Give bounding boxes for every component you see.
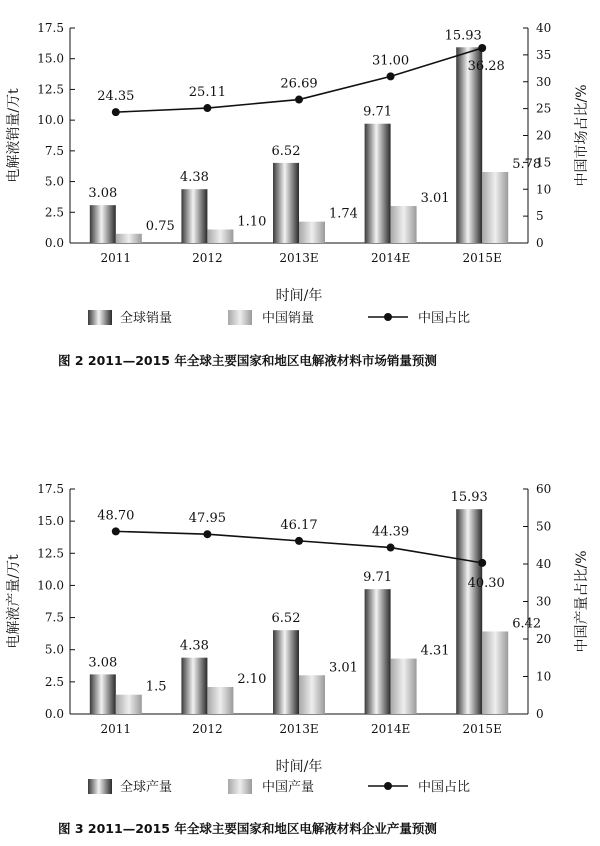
y-tick-label: 7.5 <box>44 610 64 625</box>
bar-china <box>391 206 417 243</box>
y-axis-title: 电解液销量/万t <box>6 88 22 183</box>
y2-tick-label: 50 <box>536 519 552 534</box>
bar-china <box>391 659 417 714</box>
x-tick-label: 2012 <box>192 251 223 265</box>
china-share-label: 44.39 <box>371 524 410 540</box>
x-axis-title: 时间/年 <box>275 759 323 775</box>
bar-global <box>365 589 391 714</box>
y2-tick-label: 5 <box>536 209 544 224</box>
bar-global <box>181 189 207 243</box>
bar-global-label: 4.38 <box>179 638 209 654</box>
china-share-point <box>203 530 211 538</box>
y-tick-label: 15.0 <box>37 51 64 66</box>
china-share-point <box>295 537 303 545</box>
bar-global-label: 9.71 <box>363 104 393 120</box>
y2-tick-label: 0 <box>536 236 544 250</box>
figure-caption: 图 2 2011—2015 年全球主要国家和地区电解液材料市场销量预测 <box>58 353 437 368</box>
y2-tick-label: 20 <box>536 128 552 143</box>
legend-swatch-china <box>228 310 252 325</box>
y2-tick-label: 30 <box>536 594 552 609</box>
y2-axis-title: 中国市场占比/% <box>574 84 590 187</box>
y-tick-label: 12.5 <box>37 82 64 97</box>
y2-tick-label: 40 <box>536 557 552 571</box>
x-axis-title: 时间/年 <box>275 288 323 304</box>
y-axis-title: 电解液产量/万t <box>6 554 22 649</box>
bar-china <box>207 229 233 243</box>
legend-swatch-global <box>88 310 112 325</box>
y-tick-label: 15.0 <box>37 514 64 529</box>
x-tick-label: 2012 <box>192 722 223 736</box>
y-tick-label: 10.0 <box>37 578 64 593</box>
y-tick-label: 7.5 <box>44 143 64 158</box>
bar-global-label: 3.08 <box>88 186 118 202</box>
bar-china <box>299 675 325 714</box>
bar-china-label: 3.01 <box>420 191 450 207</box>
x-tick-label: 2015E <box>462 251 502 265</box>
bar-global-label: 3.08 <box>88 655 118 671</box>
bar-global <box>181 658 207 714</box>
figure-caption: 图 3 2011—2015 年全球主要国家和地区电解液材料企业产量预测 <box>58 821 437 836</box>
legend-swatch-global <box>88 779 112 794</box>
legend-swatch-china <box>228 779 252 794</box>
bar-global <box>90 674 116 714</box>
china-share-point <box>295 96 303 104</box>
bar-global-label: 6.52 <box>271 611 301 627</box>
bar-china-label: 5.78 <box>512 156 542 172</box>
china-share-label: 24.35 <box>97 89 135 105</box>
bar-china-label: 4.31 <box>420 643 450 659</box>
y-tick-label: 0.0 <box>44 236 64 250</box>
y-tick-label: 12.5 <box>37 546 64 561</box>
bar-global <box>456 47 482 243</box>
legend-label-china: 中国产量 <box>262 780 315 795</box>
y-tick-label: 17.5 <box>37 21 64 35</box>
china-share-point <box>478 44 486 52</box>
y-tick-label: 17.5 <box>37 482 64 496</box>
legend-swatch-share-point <box>384 782 392 790</box>
china-share-point <box>478 559 486 567</box>
china-share-label: 26.69 <box>280 76 318 92</box>
bar-china-label: 6.42 <box>512 616 542 632</box>
legend-label-china: 中国销量 <box>262 311 315 326</box>
china-share-point <box>112 527 120 535</box>
x-tick-label: 2013E <box>279 722 319 736</box>
china-share-point <box>203 104 211 112</box>
bar-global-label: 9.71 <box>363 570 393 586</box>
y-tick-label: 0.0 <box>44 707 64 721</box>
china-share-point <box>387 72 395 80</box>
y2-tick-label: 10 <box>536 182 552 197</box>
bar-china <box>482 172 508 243</box>
y2-tick-label: 10 <box>536 669 552 684</box>
bar-global <box>456 509 482 714</box>
bar-global <box>90 205 116 243</box>
bar-china <box>299 222 325 243</box>
legend-label-share: 中国占比 <box>418 311 471 326</box>
y2-tick-label: 35 <box>536 47 552 62</box>
bar-global <box>273 163 299 243</box>
y-tick-label: 2.5 <box>44 674 64 689</box>
bar-china-label: 0.75 <box>145 218 175 234</box>
y2-tick-label: 40 <box>536 21 552 35</box>
bar-global <box>273 630 299 714</box>
y2-tick-label: 0 <box>536 707 544 721</box>
y2-axis-title: 中国产量占比/% <box>574 550 590 653</box>
x-tick-label: 2014E <box>370 722 411 736</box>
bar-china-label: 3.01 <box>329 660 358 676</box>
china-share-label: 48.70 <box>97 508 135 524</box>
legend-label-share: 中国占比 <box>418 780 471 795</box>
bar-global-label: 6.52 <box>271 143 301 159</box>
y2-tick-label: 15 <box>536 155 552 170</box>
y-tick-label: 10.0 <box>37 113 64 128</box>
china-share-point <box>387 544 395 552</box>
x-tick-label: 2011 <box>100 722 132 736</box>
china-share-label: 46.17 <box>280 517 318 533</box>
legend-label-global: 全球产量 <box>120 780 173 795</box>
y2-tick-label: 25 <box>536 101 552 116</box>
y-tick-label: 5.0 <box>44 642 64 657</box>
bar-china-label: 1.5 <box>145 679 167 695</box>
bar-china <box>482 631 508 714</box>
china-share-label: 25.11 <box>188 85 227 101</box>
china-share-line <box>116 531 482 563</box>
china-share-label: 36.28 <box>467 58 505 74</box>
y2-tick-label: 30 <box>536 74 552 89</box>
y-tick-label: 5.0 <box>44 174 64 189</box>
bar-global-label: 4.38 <box>179 170 209 186</box>
bar-global-label: 15.93 <box>450 490 488 506</box>
y2-tick-label: 20 <box>536 632 552 646</box>
china-share-label: 31.00 <box>371 53 410 69</box>
bar-china-label: 1.10 <box>237 214 267 230</box>
x-tick-label: 2013E <box>279 251 319 265</box>
bar-china <box>116 234 142 243</box>
china-share-label: 40.30 <box>467 575 505 591</box>
legend-swatch-share-point <box>384 313 392 321</box>
bar-china-label: 2.10 <box>237 672 267 687</box>
y2-tick-label: 60 <box>536 482 552 496</box>
bar-china <box>207 687 233 714</box>
x-tick-label: 2015E <box>462 722 502 736</box>
x-tick-label: 2011 <box>100 251 132 265</box>
china-share-label: 47.95 <box>188 511 227 527</box>
bar-china <box>116 695 142 714</box>
bar-china-label: 1.74 <box>329 206 358 222</box>
legend-label-global: 全球销量 <box>120 311 173 326</box>
bar-global <box>365 124 391 243</box>
y-tick-label: 2.5 <box>44 205 64 220</box>
bar-global-label: 15.93 <box>444 28 482 44</box>
china-share-point <box>112 108 120 116</box>
x-tick-label: 2014E <box>370 251 411 265</box>
